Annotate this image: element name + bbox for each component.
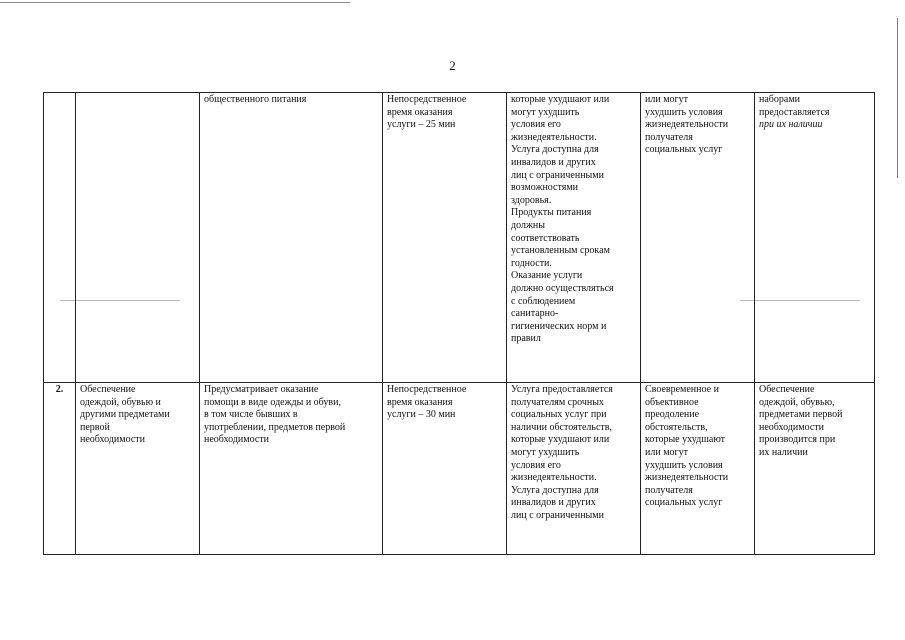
service-description-cell: Предусматривает оказание помощи в виде одежды и обуви, в том числе бывших в употреблении, предметов первой необходимости (200, 383, 383, 555)
service-condition-cell: Услуга предоставляется получателям срочных социальных услуг при наличии обстоятельств, которые ухудшают или могут ухудшить условия его жизнедеятельности. Услуга доступна для инвалидов и других лиц с ограниченными (507, 383, 641, 555)
service-note-cell: Обеспечение одеждой, обувью, предметами первой необходимости производится при их наличии (755, 383, 875, 555)
note-italic-text: при их наличии (759, 119, 823, 131)
service-result-cell: или могут ухудшить условия жизнедеятельности получателя социальных услуг (641, 93, 755, 383)
table-row-continuation (44, 93, 875, 383)
note-text: наборами предоставляется (759, 94, 830, 118)
service-result-cell: Своевременное и объективное преодоление обстоятельств, которые ухудшают или могут ухудшить условия жизнедеятельности получателя социальных услуг (641, 383, 755, 555)
page-number: 2 (449, 58, 456, 73)
service-name-cell (76, 93, 200, 383)
scan-top-rule (0, 2, 350, 3)
scan-page-edge (897, 18, 898, 178)
service-term-cell: Непосредственное время оказания услуги – 25 мин (383, 93, 507, 383)
service-name-cell: Обеспечение одеждой, обувью и другими предметами первой необходимости (76, 383, 200, 555)
row-number-cell: 2. (44, 383, 76, 555)
service-condition-cell: которые ухудшают или могут ухудшить условия его жизнедеятельности. Услуга доступна для инвалидов и других лиц с ограниченными возможностями здоровья. Продукты питания должны соответствовать установленным срокам годности. Оказание услуги должно осуществляться с соблюдением санитарно- гигиенических норм и правил (507, 93, 641, 383)
services-table (43, 92, 875, 555)
row-number-cell (44, 93, 76, 383)
service-description-cell: общественного питания (200, 93, 383, 383)
service-note-cell (755, 93, 875, 383)
service-term-cell: Непосредственное время оказания услуги – 30 мин (383, 383, 507, 555)
table-row-2 (44, 383, 875, 555)
